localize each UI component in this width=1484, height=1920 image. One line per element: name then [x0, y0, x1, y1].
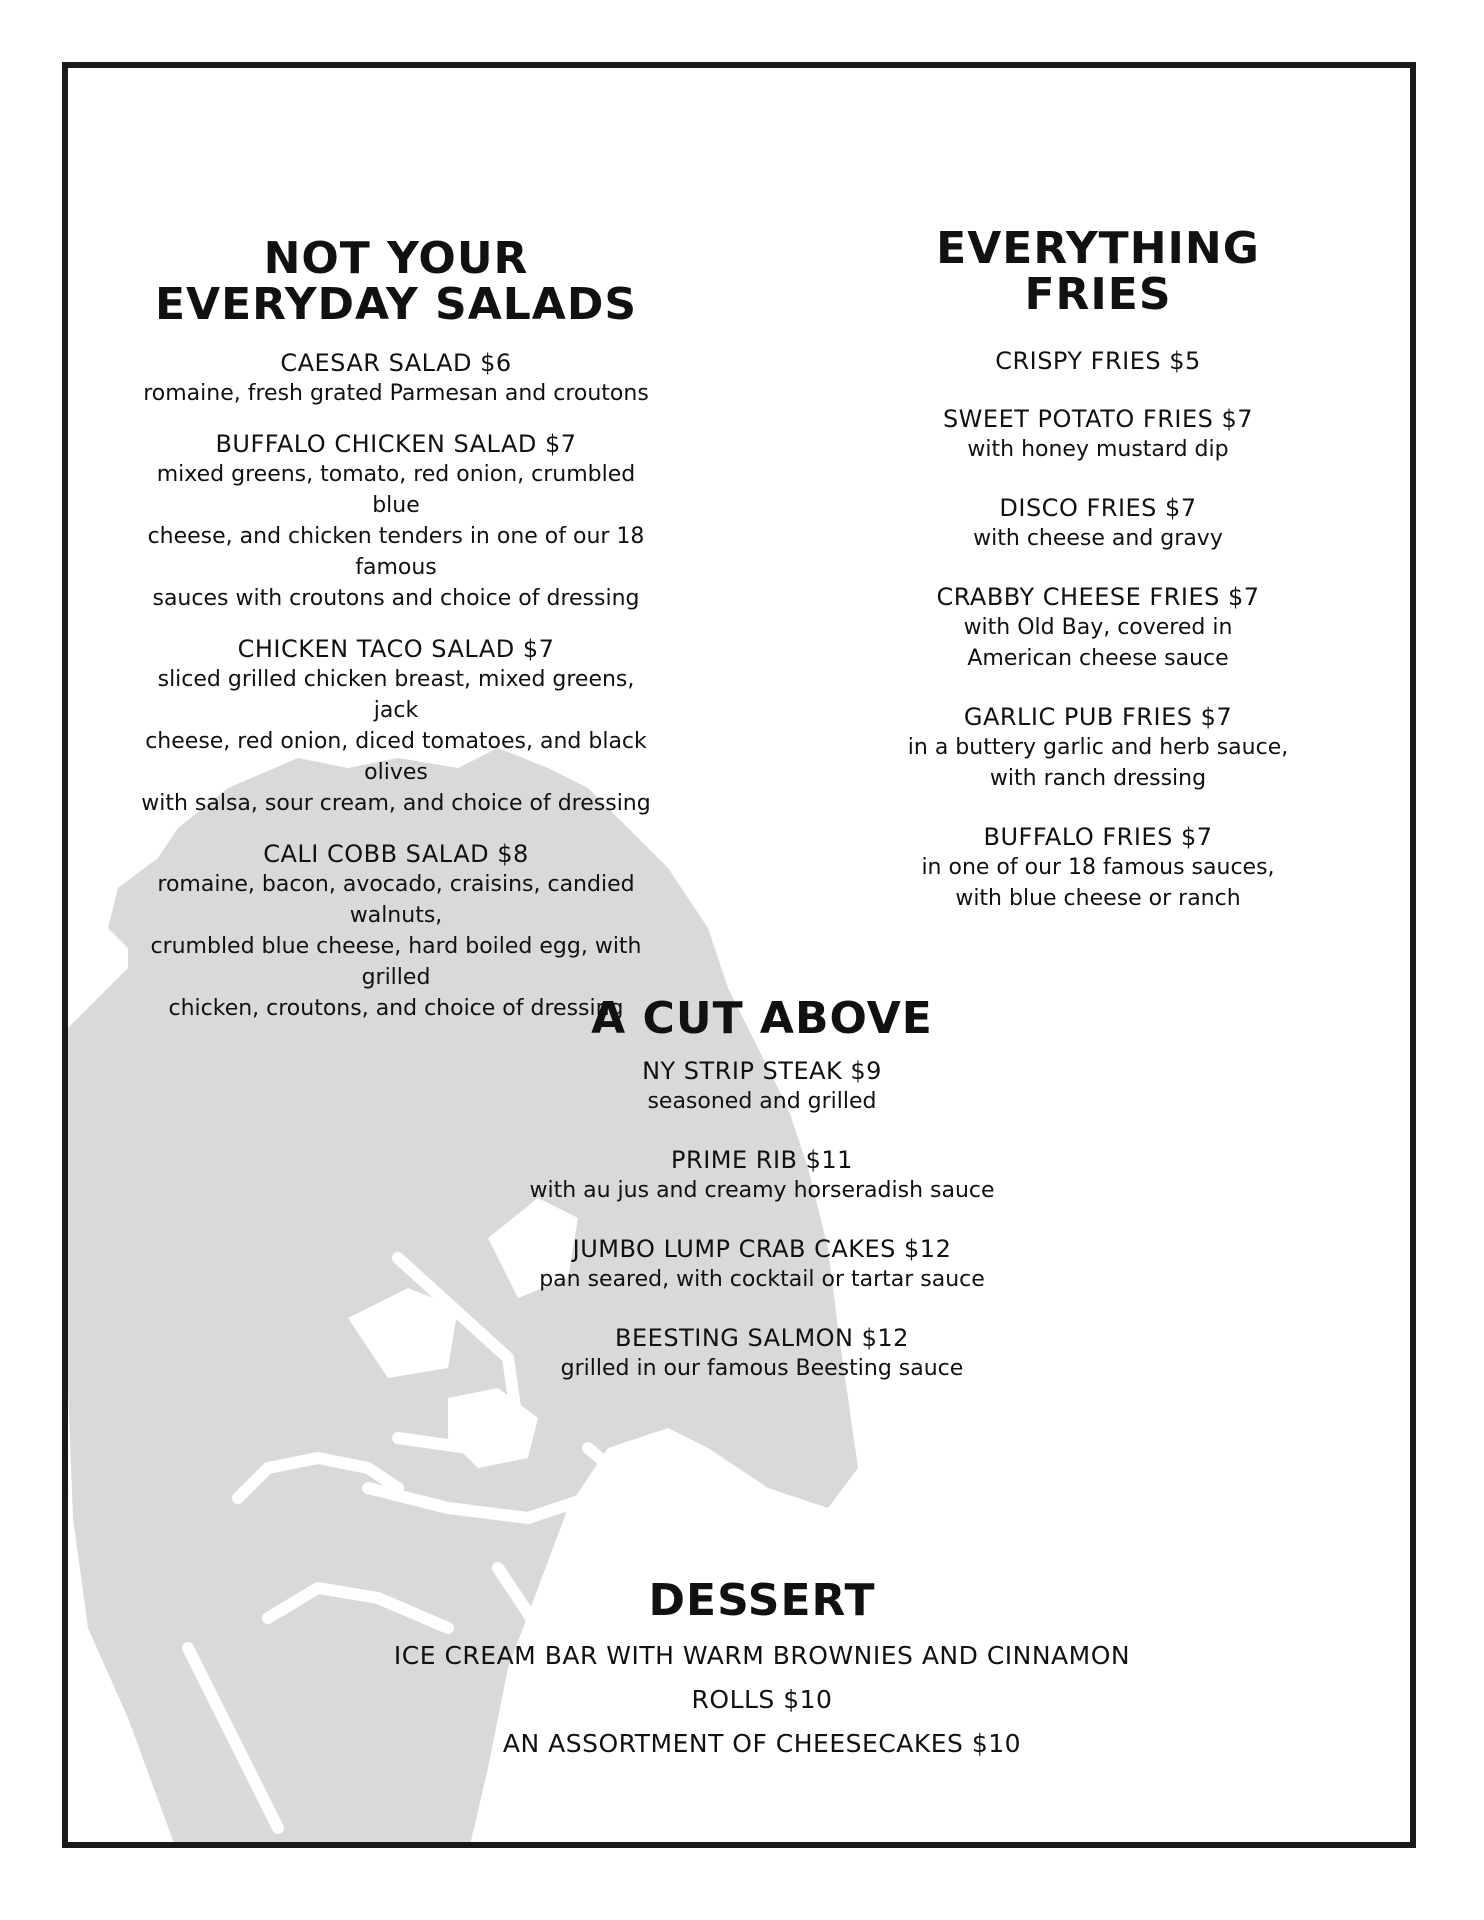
item-name: BEESTING SALMON $12	[615, 1324, 909, 1352]
dessert-heading: DESSERT	[648, 1575, 876, 1626]
item-description: crumbled blue cheese, hard boiled egg, with grilled	[150, 934, 642, 990]
item-description: with ranch dressing	[989, 766, 1207, 791]
menu-item	[512, 1056, 1012, 1117]
cut-above-heading: A CUT ABOVE	[591, 993, 933, 1044]
item-name: BUFFALO FRIES $7	[983, 823, 1213, 851]
menu-item	[136, 634, 656, 819]
item-description: cheese, and chicken tenders in one of our 18 famous	[147, 524, 645, 580]
item-name: CRISPY FRIES $5	[995, 347, 1201, 375]
fries-heading-line1: EVERYTHING	[936, 223, 1260, 274]
fries-heading-line2: FRIES	[1024, 269, 1172, 320]
salads-section	[136, 233, 656, 1024]
item-description: seasoned and grilled	[647, 1089, 877, 1114]
menu-item	[888, 582, 1308, 674]
item-description: sauces with croutons and choice of dressing	[152, 586, 640, 611]
item-description: in a buttery garlic and herb sauce,	[907, 735, 1289, 760]
fries-section	[888, 223, 1308, 914]
item-description: in one of our 18 famous sauces,	[921, 855, 1275, 880]
item-description: mixed greens, tomato, red onion, crumbled blue	[156, 462, 636, 518]
item-description: with au jus and creamy horseradish sauce	[529, 1178, 995, 1203]
menu-item	[512, 1145, 1012, 1206]
item-name: JUMBO LUMP CRAB CAKES $12	[572, 1235, 952, 1263]
item-name: CALI COBB SALAD $8	[263, 840, 529, 868]
item-description: sliced grilled chicken breast, mixed greens, jack	[157, 667, 635, 723]
item-description: with salsa, sour cream, and choice of dressing	[141, 791, 651, 816]
dessert-item: ICE CREAM BAR WITH WARM BROWNIES AND CINNAMON ROLLS $10	[393, 1641, 1131, 1714]
item-name: NY STRIP STEAK $9	[642, 1057, 882, 1085]
item-description: with Old Bay, covered in	[963, 615, 1233, 640]
item-name: CRABBY CHEESE FRIES $7	[936, 583, 1260, 611]
item-description: with cheese and gravy	[973, 526, 1223, 551]
item-description: American cheese sauce	[967, 646, 1229, 671]
item-description: cheese, red onion, diced tomatoes, and black olives	[145, 729, 647, 785]
item-name: DISCO FRIES $7	[999, 494, 1197, 522]
salads-heading-line2: EVERYDAY SALADS	[154, 279, 638, 330]
item-description: romaine, bacon, avocado, craisins, candied walnuts,	[157, 872, 635, 928]
item-description: with honey mustard dip	[967, 437, 1229, 462]
menu-item	[888, 346, 1308, 376]
menu-item	[888, 404, 1308, 465]
item-name: CAESAR SALAD $6	[280, 349, 512, 377]
menu-item	[888, 493, 1308, 554]
menu-item	[512, 1323, 1012, 1384]
item-name: BUFFALO CHICKEN SALAD $7	[215, 430, 577, 458]
item-description: pan seared, with cocktail or tartar sauce	[539, 1267, 985, 1292]
item-name: CHICKEN TACO SALAD $7	[237, 635, 555, 663]
dessert-section	[352, 1575, 1172, 1766]
menu-frame	[62, 62, 1416, 1848]
item-name: PRIME RIB $11	[671, 1146, 853, 1174]
menu-item	[136, 348, 656, 409]
menu-item	[888, 702, 1308, 794]
menu-item	[136, 429, 656, 614]
salads-heading-line1: NOT YOUR	[263, 233, 529, 284]
fries-heading	[888, 223, 1308, 320]
menu-item	[512, 1234, 1012, 1295]
cut-above-section	[512, 993, 1012, 1384]
item-description: grilled in our famous Beesting sauce	[560, 1356, 964, 1381]
item-name: SWEET POTATO FRIES $7	[942, 405, 1254, 433]
item-description: with blue cheese or ranch	[955, 886, 1241, 911]
dessert-item: AN ASSORTMENT OF CHEESECAKES $10	[502, 1729, 1022, 1758]
menu-item	[888, 822, 1308, 914]
item-description: chicken, croutons, and choice of dressing	[168, 996, 624, 1021]
salads-heading	[136, 233, 656, 330]
item-description: romaine, fresh grated Parmesan and croutons	[143, 381, 649, 406]
item-name: GARLIC PUB FRIES $7	[963, 703, 1233, 731]
